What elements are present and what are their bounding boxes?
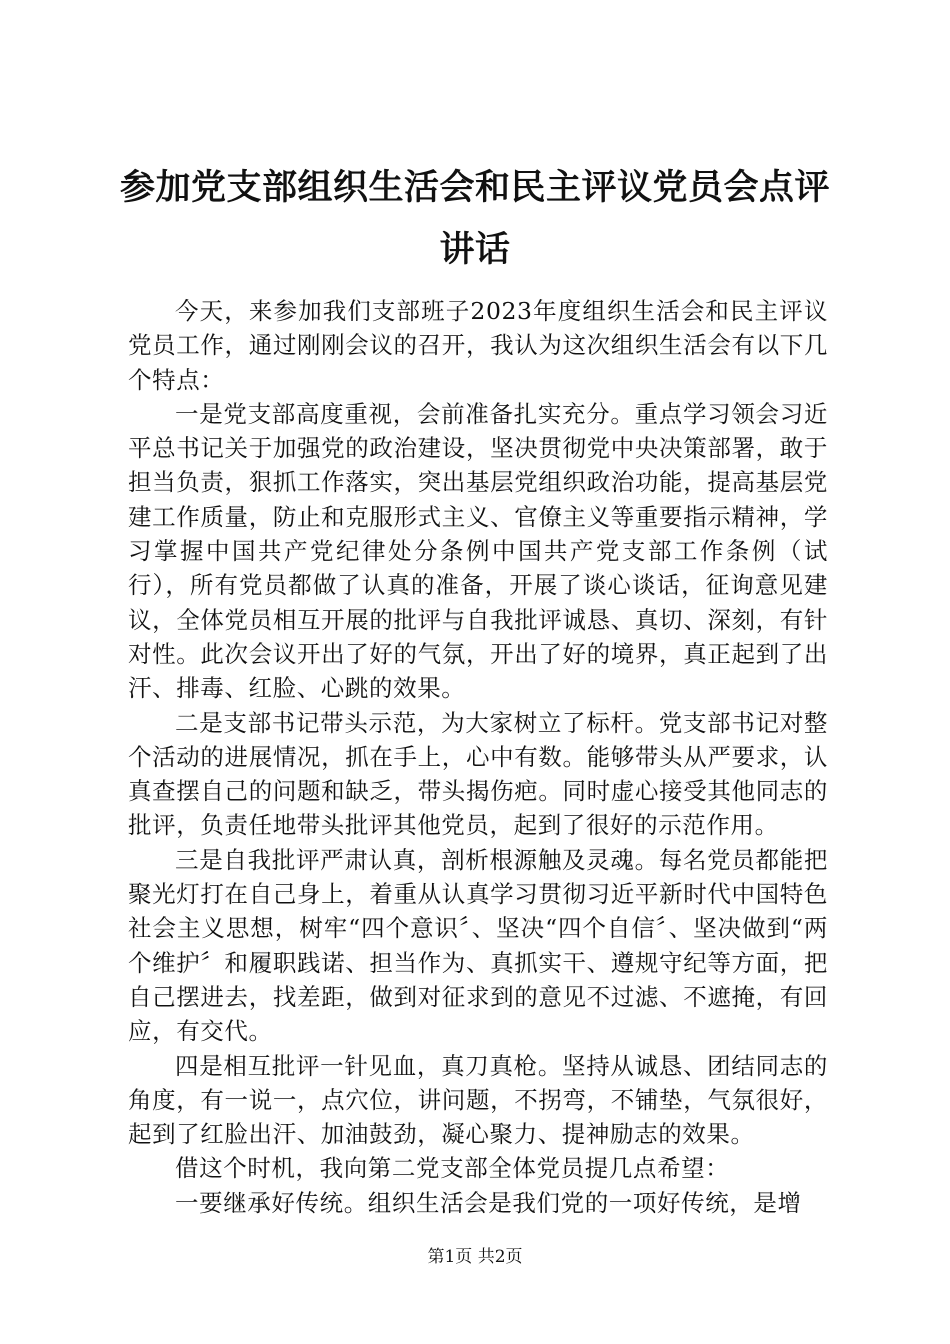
page-title-line-2: 讲话: [439, 230, 511, 270]
paragraph-point-2: 二是支部书记带头示范，为大家树立了标杆。党支部书记对整个活动的进展情况，抓在手上，心中有数。能够带头从严要求，认真查摆自己的问题和缺乏，带头揭伤疤。同时虚心接受其他同志的批评，负责任地带头批评其他党员，起到了很好的示范作用。: [128, 708, 828, 840]
paragraph-point-4: 四是相互批评一针见血，真刀真枪。坚持从诚恳、团结同志的角度，有一说一，点穴位，讲问题，不拐弯，不铺垫，气氛很好，起到了红脸出汗、加油鼓劲，凝心聚力、提神励志的效果。: [128, 1051, 828, 1149]
page-number-footer: 第1页 共2页: [427, 1247, 523, 1267]
paragraph-point-1: 一是党支部高度重视，会前准备扎实充分。重点学习领会习近平总书记关于加强党的政治建设，坚决贯彻党中央决策部署，敢于担当负责，狠抓工作落实，突出基层党组织政治功能，提高基层党建工作质量，防止和克服形式主义、官僚主义等重要指示精神，学习掌握中国共产党纪律处分条例中国共产党支部工作条例（试行），所有党员都做了认真的准备，开展了谈心谈话，征询意见建议，全体党员相互开展的批评与自我批评诚恳、真切、深刻，有针对性。此次会议开出了好的气氛，开出了好的境界，真正起到了出汗、排毒、红脸、心跳的效果。: [128, 399, 828, 703]
paragraph-point-3: 三是自我批评严肃认真，剖析根源触及灵魂。每名党员都能把聚光灯打在自己身上，着重从认真学习贯彻习近平新时代中国特色社会主义思想，树牢“四个意识〞、坚决“四个自信〞、坚决做到“两个维护〞和履职践诺、担当作为、真抓实干、遵规守纪等方面，把自己摆进去，找差距，做到对征求到的意见不过滤、不遮掩，有回应，有交代。: [128, 845, 828, 1046]
paragraph-transition: 借这个时机，我向第二党支部全体党员提几点希望：: [175, 1154, 730, 1183]
page-title-line-1: 参加党支部组织生活会和民主评议党员会点评: [119, 168, 830, 208]
document-body: [128, 294, 828, 1220]
paragraph-intro: 今天，来参加我们支部班子2023年度组织生活会和民主评议党员工作，通过刚刚会议的召开，我认为这次组织生活会有以下几个特点：: [128, 297, 828, 394]
paragraph-hope-1: 一要继承好传统。组织生活会是我们党的一项好传统，是增: [175, 1188, 802, 1217]
